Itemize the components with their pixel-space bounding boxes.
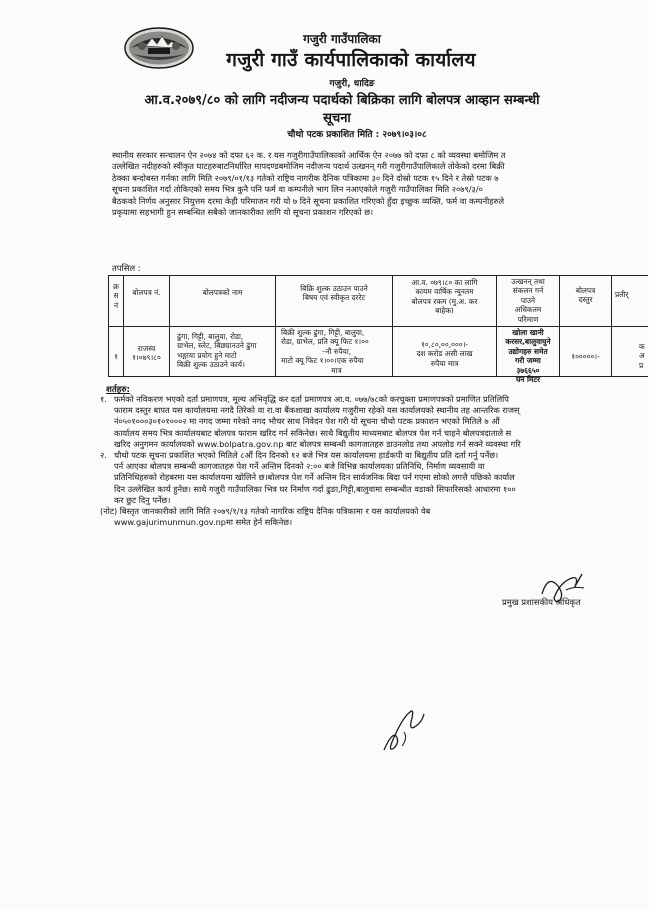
details-label: तपसिल : [112,263,141,273]
header-bolpatra-name: बोलपत्रको नाम [202,288,243,297]
header-bolpatra-fee: बोलपत्र दस्तुर [575,286,596,305]
notice-title-line1: आ.व.२०७९/८० को लागि नदीजन्य पदार्थको बिक्रिका लागि बोलपत्र आव्हान सम्बन्धी [144,93,540,108]
row-serial: १ [114,352,118,361]
body-line: प्रकृयामा सहभागी हुन सम्बन्धित सबैको जानकारीका लागि यो सूचना प्रकाशन गरिएको छ। [112,206,374,217]
notice-title-line2: सूचना [323,111,351,126]
body-line: सूचना प्रकाशित गर्दा तोकिएको समय भित्र कुनै पनि फर्म वा कम्पनीले भाग लिन नआएकोले गजुरी गाउँपालिका मिति २०७९/३/० [112,184,483,195]
conditions-heading: शर्तहरु: [106,385,130,395]
condition-note: www.gajurimunmun.gov.npमा समेत हेर्न सकिनेछ। [114,517,293,528]
row-bolpatra-name: ढुंगा, गिट्टी, बालुवा, रोडा, ग्राभेल, स्लेट, बिछ्यानउने ढुंगा भङ्गाया प्रयोग हुने माटो बिक्री शुल्क उठाउने कार्य। [177,332,257,370]
tender-table [108,275,648,385]
row-bolpatra-no: राजस्व १।०७९।८० [132,344,161,363]
row-max-quantity: खोला खानी करसर,बालुवाघुने उद्योगहरु समेत गरी जम्मा ३७६६५० घन मिटर [505,328,551,385]
condition-line: १. फर्मको नविकरण भएको दर्ता प्रमाणपत्र, मूल्य अभिवृद्धि कर दर्ता प्रमाणपत्र आ.व. ०७७/७८को करचुक्ता प्रमाणपत्रको प्रमाणित प्रतिलिपि [100,394,509,404]
condition-line: कार्यालय समय भित्र कार्यालयबाट बोलपत्र फाराम खरिद गर्न सकिनेछ। साथै बिद्युतीय माध्यमबाट बोलपत्र पेश गर्न चाहने बोलपत्रदाताले स [114,427,512,438]
body-line: ठेक्का बन्दोबस्त गर्नका लागि मिति २०७९/०१/१३ गतेको राष्ट्रिय नागरीक दैनिक पत्रिकामा ३० दिने दोस्रो पटक १५ दिने र तेस्रो पटक ७ [112,172,499,183]
handwritten-signature [378,702,430,756]
row-bolpatra-fee: १०००००।- [571,352,600,361]
condition-line: दिन उल्लेखित कार्य हुनेछ। साथै गजुरी गाउँपालिका भित्र घर निर्माण गर्दा ढुङा,गिट्टी,बालुवामा सम्बन्धीत वडाको सिफारिसको आधारमा १०० [114,483,516,494]
body-line: बैठकको निर्णय अनुसार नियुत्तम दरमा केही परिमाजन गरी यो ७ दिने सूचना प्रकाशित गरिएको हुँदा इच्छुक व्यक्ति, फर्म वा कम्पनीहरुले [112,195,505,206]
condition-line: फाराम दस्तुर बापत यस कार्यालयमा नगदै तिरेको वा रा.वा बैंकशाखा कार्यालय गजुरीमा रहेको यस कार्यालयको स्थानीय तह आन्तरिक राजस् [114,405,520,416]
office-name-small: गजुरी गाउँपालिका [303,32,381,46]
condition-line: कर छुट दिनु पर्नेछ। [114,494,171,505]
condition-line: खरिद अनुगमन कार्यालयको www.bolpatra.gov.np बाट बोलपत्र सम्बन्धी कागजातहरु डाउनलोड तथा अपलोड गर्न सक्ने व्यवस्था गरि [114,438,521,449]
conditions-list [100,394,644,528]
row-min-amount: १०,८०,००,०००।- दश करोड असी लाख रुपैया मात्र [416,340,473,368]
notice-body-paragraph [112,150,644,218]
body-line: स्थानीय सरकार सन्चालन ऐन २०७४ को दफा ६२ क. र यस गजुरीगाउँपालिकाको आर्थिक ऐन २०७७ को दफा ८ को व्यवस्था बमोजिम त [112,150,506,160]
published-date: चौथो पटक प्रकाशित मिति : २०७९।०३।०८ [287,130,427,140]
condition-line: २. चौथो पटक सूचना प्रकाशित भएको मितिले ८औं दिन दिनको १२ बजे भित्र यस कार्यालयमा हार्डकपी वा बिद्युतीय प्रति दर्ता गर्नु पर्नेछ। [100,449,499,460]
header-max-quantity: उत्खनन् तथा संकलन गर्न पाउने अधिकतम परिमाण [511,277,545,324]
condition-note: (नोट) बिस्तृत जानकारीको लागि मिति २०७९/१/१३ गतेको नागरिक राष्ट्रिय दैनिक पत्रिकामा र यस कार्यालयको वेब [100,505,431,516]
office-address: गजुरी, धादिङ [329,79,375,89]
header-bolpatra-no: बोलपत्र नं. [132,288,161,297]
header-truncated: प्रतीर् [615,290,629,299]
row-truncated: क अ प्र [639,342,645,370]
signer-title: प्रमुख प्रशासकीय अधिकृत [502,597,581,607]
header-min-amount: आ.व. ०७९।८० का लागि कायम वार्षिक न्यूनतम बोलपत्र रकम (मु.अ. कर बाहेक) [411,278,478,316]
condition-line: प्रतिनिधिहरुको रोहबरमा यस कार्यालयमा खोलिने छ।बोलपत्र पेश गर्ने अन्तिम दिन सार्वजनिक बिदा पर्न गएमा सोको लगत्तै पछिको कार्याल [114,472,515,483]
condition-line: नं०५०१०००३०१०१०००२ मा नगद जम्मा गरेको नगद भौचर साथ निवेदन पेश गरी यो सूचना चौथो पटक प्रकाशन भएको मितिले ७ औं [114,416,500,427]
table-row-divider [109,326,648,327]
office-name-heading: गजुरी गाउँ कार्यपालिकाको कार्यालय [226,49,476,71]
header-serial: क्र स नं [113,282,119,310]
row-sales-fee: बिक्री शुल्क ढुंगा, गिट्टी, बालुवा, रोडा, ग्राभेल, प्रति क्यू फिट १।०० –नौ रुपैया, माटो क्यू फिट १।००।एक रुपैया मात्र [281,328,369,375]
condition-line: पर्न आएका बोलपत्र सम्बन्धी कागजातहरु पेश गर्ने अन्तिम दिनको २:०० बजे विभिन्न कार्यालयका प्रतिनिधि, निर्माण व्यवसायी वा [114,461,485,472]
header-sales-fee: बिक्रि शुल्क उठाउन पाउने बिषय एवं स्वीकृत दररेट [300,284,368,303]
body-line: उल्लेखित नदीहरुको स्वीकृत घाटहरुबाटनिर्धारित मापदण्डबमोजिम नदीजन्य पदार्थ उत्खनन् गरी गजुरीगाउँपालिकाले तोकेको दरमा बिक्री [112,161,505,172]
